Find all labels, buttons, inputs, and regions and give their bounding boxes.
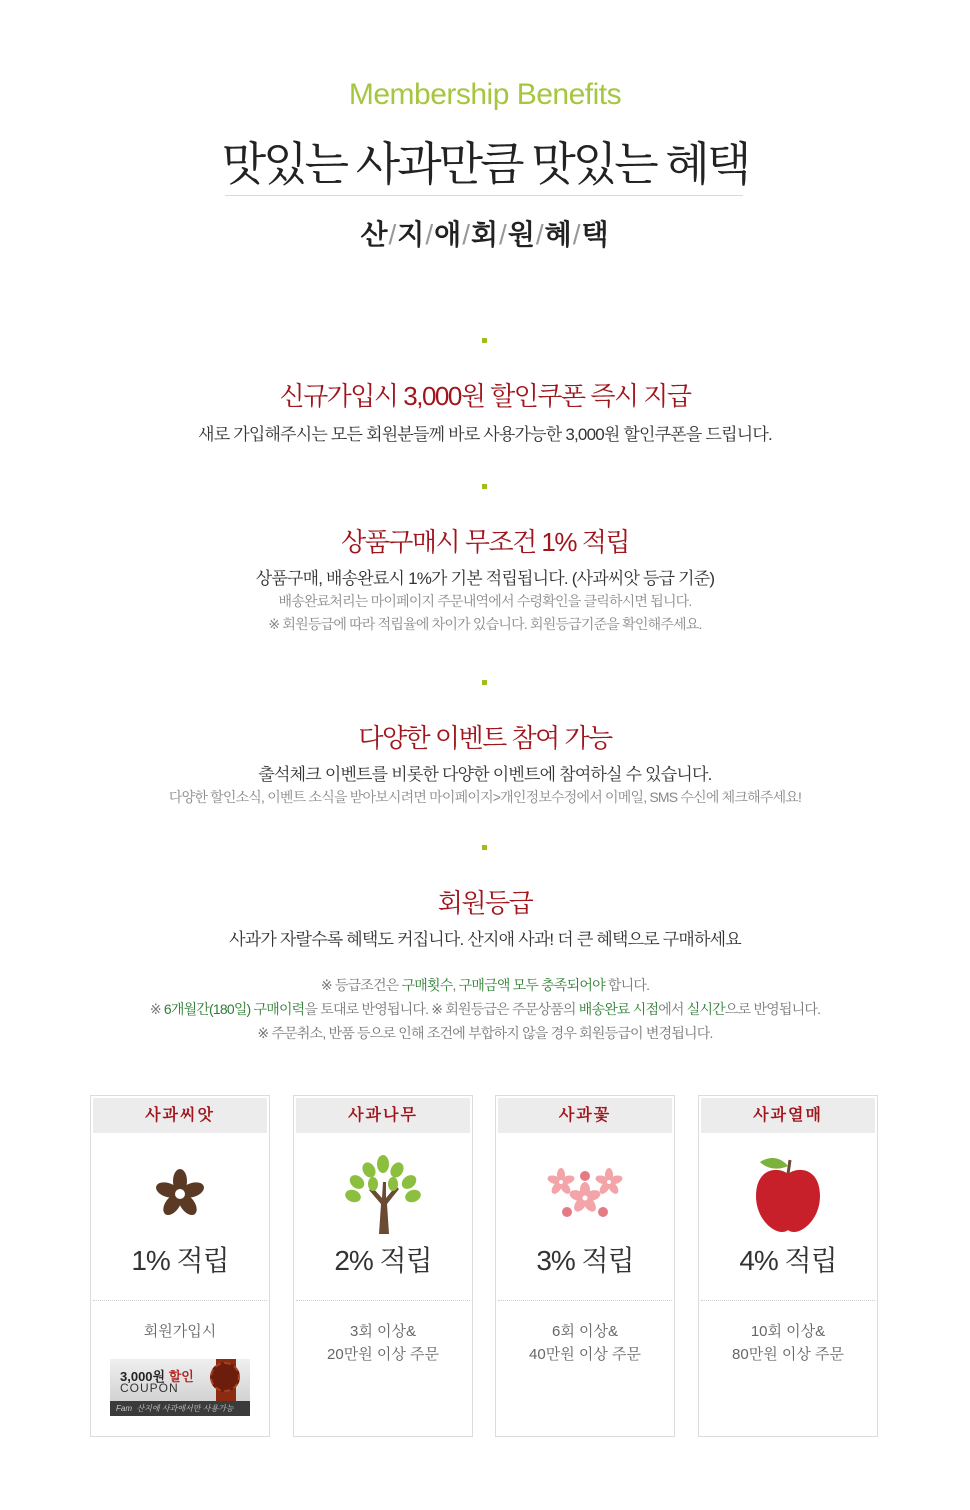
grade-condition-line: 80만원 이상 주문	[732, 1346, 844, 1363]
benefit-subtext: 배송완료처리는 마이페이지 주문내역에서 수령확인을 클릭하시면 됩니다.	[278, 593, 692, 609]
section-bullet	[482, 484, 487, 489]
benefit-title-signup-coupon: 신규가입시 3,000원 할인쿠폰 즉시 지급	[279, 381, 691, 411]
slogan-separator: /	[499, 219, 508, 250]
grade-note-2	[0, 999, 970, 1019]
section-bullet	[482, 845, 487, 850]
grade-condition-line: 3회 이상&	[350, 1323, 416, 1340]
grade-condition	[496, 1320, 674, 1366]
slogan	[0, 213, 970, 253]
grade-card-seed	[90, 1095, 270, 1437]
benefit-subtext: ※ 회원등급에 따라 적립율에 차이가 있습니다. 회원등급기준을 확인해주세요.	[268, 616, 702, 632]
benefit-title-grades: 회원등급	[437, 888, 533, 918]
card-divider	[296, 1300, 470, 1301]
eyebrow-text: Membership Benefits	[348, 78, 622, 111]
grade-condition-line: 20만원 이상 주문	[327, 1346, 439, 1363]
card-divider	[93, 1300, 267, 1301]
title-divider	[225, 195, 743, 196]
grade-note-3: ※ 주문취소, 반품 등으로 인해 조건에 부합하지 않을 경우 회원등급이 변경됩니다.	[257, 1025, 713, 1041]
section-bullet	[482, 338, 487, 343]
grade-condition	[91, 1320, 269, 1343]
benefit-title-purchase-points: 상품구매시 무조건 1% 적립	[341, 527, 629, 557]
slogan-separator: /	[388, 219, 398, 250]
card-divider	[498, 1300, 672, 1301]
slogan-char: 산	[360, 219, 389, 250]
grade-name: 사과나무	[296, 1098, 470, 1133]
grade-card-blossom	[495, 1095, 675, 1437]
slogan-char: 지	[397, 219, 426, 250]
note-text: 으로 반영됩니다.	[724, 1001, 821, 1017]
slogan-char: 택	[581, 219, 610, 250]
section-bullet	[482, 680, 487, 685]
grade-condition-line: 6회 이상&	[552, 1323, 618, 1340]
benefit-text: 새로 가입해주시는 모든 회원분들께 바로 사용가능한 3,000원 할인쿠폰을 드립니다.	[198, 425, 772, 444]
coupon-seal-icon	[210, 1362, 240, 1392]
coupon-amount-value: 3,000원	[120, 1369, 166, 1384]
slogan-separator: /	[535, 219, 545, 250]
grade-name: 사과씨앗	[93, 1098, 267, 1133]
apple-fruit-icon	[738, 1152, 838, 1236]
benefit-subtext: 다양한 할인소식, 이벤트 소식을 받아보시려면 마이페이지>개인정보수정에서 이메일, SMS 수신에 체크해주세요!	[168, 789, 802, 805]
grade-rate: 2% 적립	[334, 1245, 432, 1276]
note-text: 을 토대로 반영됩니다. ※ 회원등급은 주문상품의	[304, 1001, 579, 1017]
coupon-label: COUPON	[120, 1381, 179, 1395]
apple-blossom-icon	[535, 1152, 635, 1236]
apple-seed-icon	[130, 1152, 230, 1236]
benefit-text: 사과가 자랄수록 혜택도 커집니다. 산지애 사과! 더 큰 혜택으로 구매하세요	[229, 930, 741, 949]
grade-name: 사과열매	[701, 1098, 875, 1133]
note-highlight: 6개월간(180일) 구매이력	[163, 1001, 305, 1017]
note-text: 합니다.	[604, 977, 650, 993]
note-highlight: 구매금액 모두 충족되어야	[458, 977, 605, 993]
benefit-title-events: 다양한 이벤트 참여 가능	[358, 723, 612, 753]
page-title: 맛있는 사과만큼 맛있는 혜택	[221, 138, 749, 190]
note-text: ,	[452, 977, 459, 993]
slogan-char: 혜	[544, 219, 573, 250]
grade-condition	[699, 1320, 877, 1366]
grade-rate: 4% 적립	[739, 1245, 837, 1276]
card-divider	[701, 1300, 875, 1301]
grade-note-1	[0, 975, 970, 995]
coupon-brand-logo	[116, 1403, 234, 1414]
coupon-small-text: 산지애 사과에서만 사용가능	[136, 1404, 234, 1413]
slogan-separator: /	[425, 219, 435, 250]
coupon-brand: Fam	[116, 1404, 132, 1413]
note-highlight: 배송완료 시점	[578, 1001, 659, 1017]
benefit-text: 출석체크 이벤트를 비롯한 다양한 이벤트에 참여하실 수 있습니다.	[258, 765, 712, 784]
grade-condition-line: 40만원 이상 주문	[529, 1346, 641, 1363]
note-text: ※	[149, 1001, 164, 1017]
grade-condition	[294, 1320, 472, 1366]
coupon-image	[110, 1359, 250, 1416]
grade-rate: 1% 적립	[131, 1245, 229, 1276]
grade-condition-line: 10회 이상&	[750, 1323, 826, 1340]
coupon-discount-label: 할인	[168, 1369, 194, 1384]
slogan-char: 애	[434, 219, 463, 250]
grade-rate: 3% 적립	[536, 1245, 634, 1276]
grade-condition-line: 회원가입시	[143, 1323, 217, 1340]
grade-name: 사과꽃	[498, 1098, 672, 1133]
note-highlight: 실시간	[686, 1001, 725, 1017]
slogan-separator: /	[572, 219, 582, 250]
grade-card-tree	[293, 1095, 473, 1437]
apple-tree-icon	[333, 1152, 433, 1236]
grade-card-fruit	[698, 1095, 878, 1437]
slogan-char: 원	[507, 219, 536, 250]
note-highlight: 구매횟수	[401, 977, 453, 993]
note-text: 에서	[658, 1001, 687, 1017]
benefit-text: 상품구매, 배송완료시 1%가 기본 적립됩니다. (사과씨앗 등급 기준)	[255, 569, 715, 588]
slogan-char: 회	[470, 219, 500, 250]
note-text: ※ 등급조건은	[320, 977, 402, 993]
slogan-separator: /	[462, 219, 471, 250]
